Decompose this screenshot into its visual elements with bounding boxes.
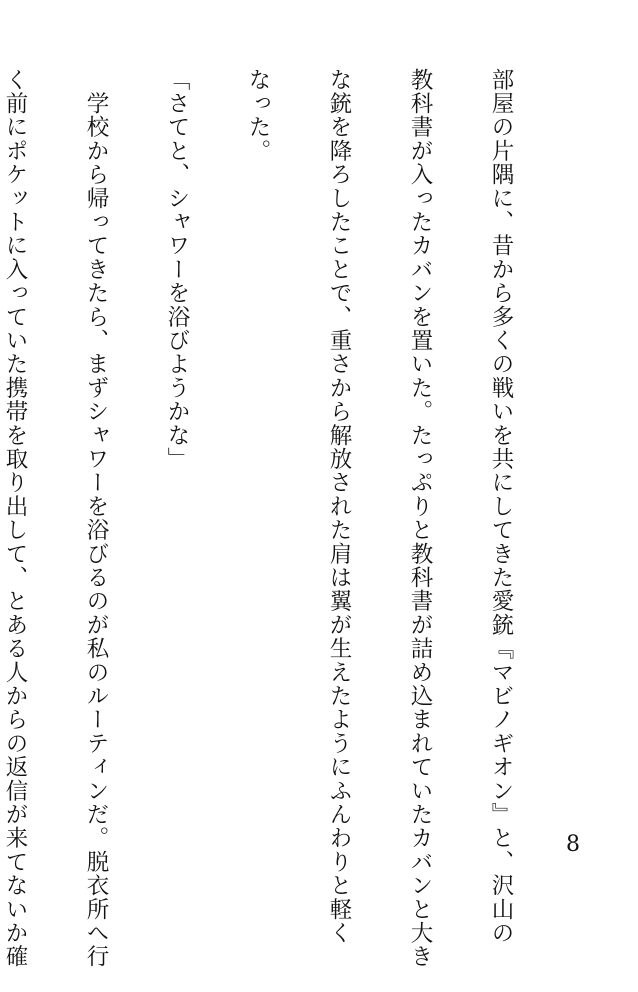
text-line: く前にポケットに入っていた携帯を取り出して、とある人からの返信が来てないか確 <box>2 68 28 969</box>
text-line: なった。 <box>245 68 271 163</box>
text-line: 学校から帰ってきたら、まずシャワーを浴びるのが私のルーティンだ。脱衣所へ行 <box>83 68 109 969</box>
text-line: 教科書が入ったカバンを置いた。たっぷりと教科書が詰め込まれていたカバンと大き <box>407 68 433 969</box>
text-line: な銃を降ろしたことで、重さから解放された肩は翼が生えたようにふんわりと軽く <box>326 68 352 945</box>
text-line: 部屋の片隅に、昔から多くの戦いを共にしてきた愛銃『マビノギオン』と、沢山の <box>488 68 514 945</box>
page-number: 8 <box>566 832 580 857</box>
body-text <box>2 68 568 969</box>
text-line: 「さてと、シャワーを浴びようかな」 <box>164 68 190 471</box>
